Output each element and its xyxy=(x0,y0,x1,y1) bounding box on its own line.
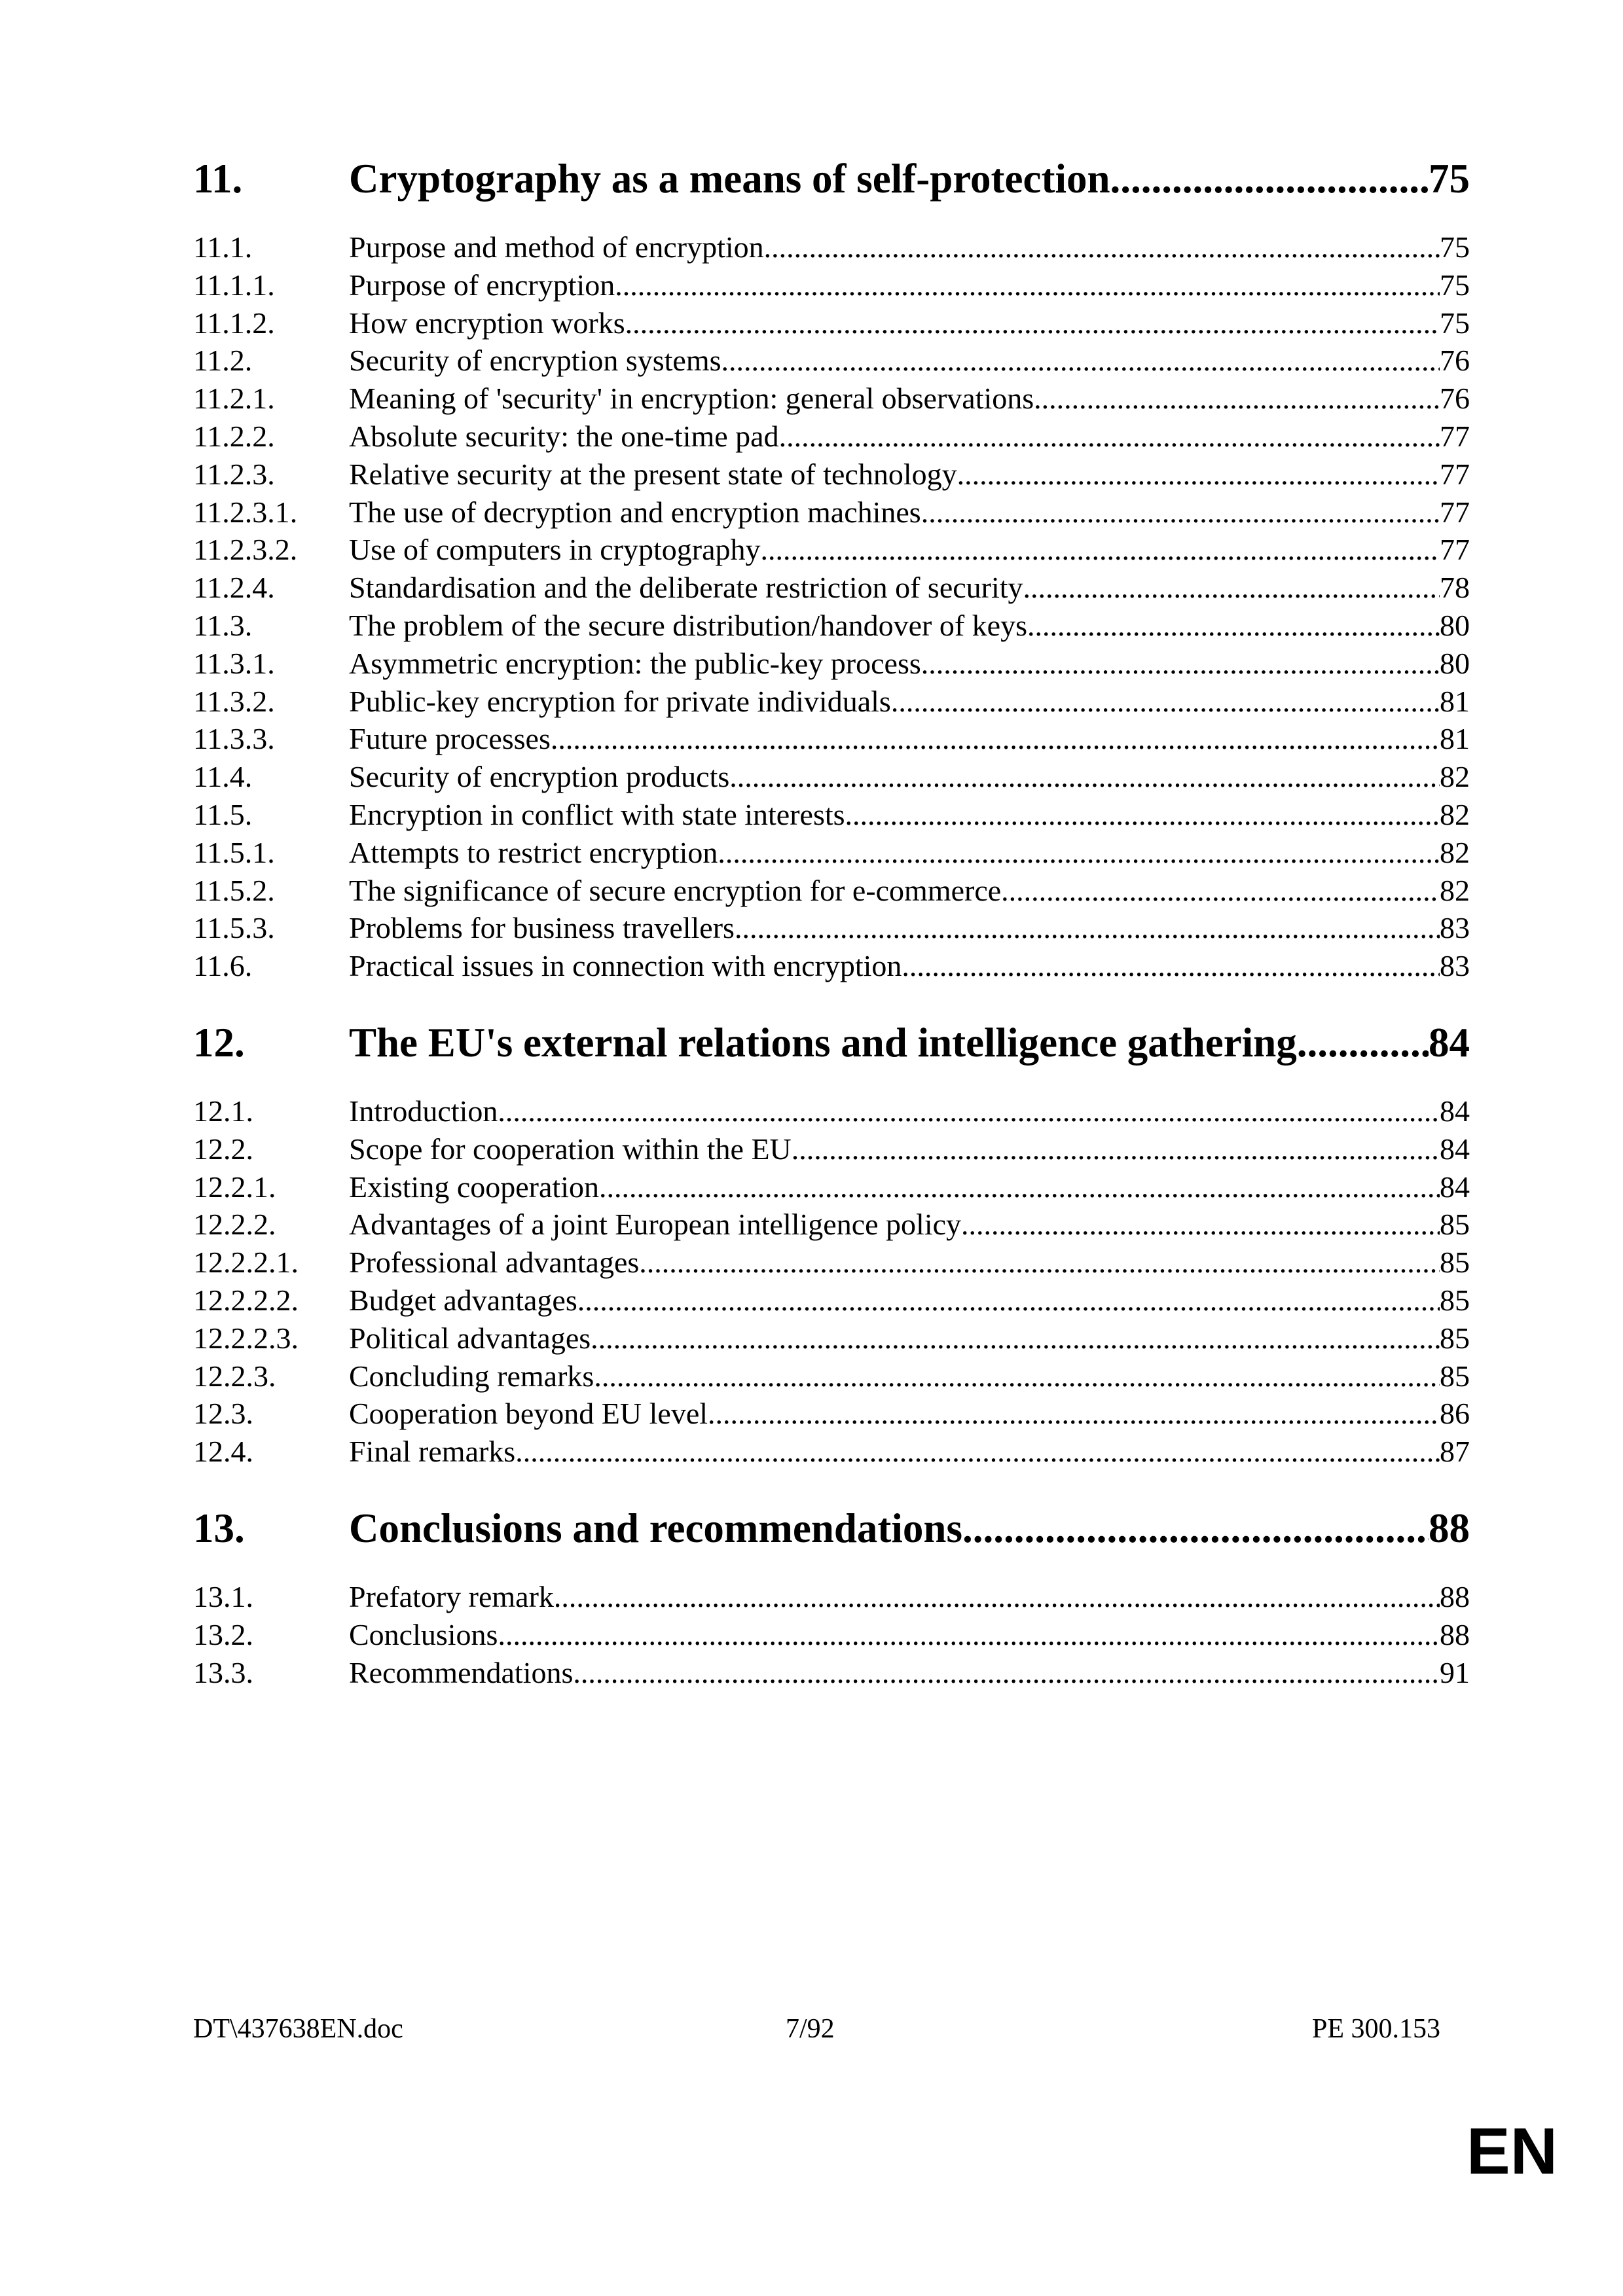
dot-leader xyxy=(779,418,1440,456)
entry-title: The problem of the secure distribution/handover of keys xyxy=(349,608,1027,642)
toc-entry[interactable] xyxy=(193,342,1470,380)
language-badge: EN xyxy=(1467,2115,1558,2188)
dot-leader xyxy=(1001,872,1440,910)
entry-page-number: 83 xyxy=(1440,949,1470,983)
entry-number: 12.3. xyxy=(193,1397,253,1431)
entry-number: 13.2. xyxy=(193,1617,253,1651)
entry-number: 11.2. xyxy=(193,344,253,378)
dot-leader xyxy=(515,1433,1440,1471)
entry-page-number: 77 xyxy=(1440,495,1470,529)
dot-leader xyxy=(708,1395,1440,1433)
toc-entries xyxy=(193,228,1470,985)
toc-entry[interactable] xyxy=(193,1654,1470,1692)
toc-entry[interactable] xyxy=(193,228,1470,266)
dot-leader xyxy=(573,1654,1440,1692)
entry-number: 12.2.2. xyxy=(193,1208,276,1242)
dot-leader xyxy=(625,304,1440,342)
dot-leader xyxy=(718,834,1440,872)
entry-title: Security of encryption products xyxy=(349,760,730,794)
entry-number: 11.5.1. xyxy=(193,835,275,869)
entry-title: Problems for business travellers xyxy=(349,911,735,945)
entry-page-number: 85 xyxy=(1440,1359,1470,1393)
toc-entry[interactable] xyxy=(193,947,1470,985)
entry-title: Existing cooperation xyxy=(349,1170,599,1204)
toc-entry[interactable] xyxy=(193,1319,1470,1357)
footer-pe-reference: PE 300.153 xyxy=(1311,2014,1440,2044)
entry-number: 11.5. xyxy=(193,797,253,831)
entry-number: 12.4. xyxy=(193,1435,253,1469)
entry-title: Use of computers in cryptography xyxy=(349,533,761,567)
entry-number: 11.3.3. xyxy=(193,722,275,756)
dot-leader xyxy=(721,342,1440,380)
toc-entry[interactable] xyxy=(193,607,1470,645)
dot-leader xyxy=(902,947,1440,985)
entry-page-number: 80 xyxy=(1440,608,1470,642)
entry-title: Political advantages xyxy=(349,1321,591,1355)
entry-page-number: 85 xyxy=(1440,1246,1470,1280)
entry-page-number: 84 xyxy=(1440,1132,1470,1166)
chapter-heading[interactable] xyxy=(193,1011,1470,1074)
entry-number: 11.3. xyxy=(193,608,253,642)
dot-leader xyxy=(615,266,1440,304)
dot-leader xyxy=(891,683,1440,721)
toc-entry[interactable] xyxy=(193,834,1470,872)
entry-number: 11.6. xyxy=(193,949,253,983)
chapter-number: 12. xyxy=(193,1019,245,1066)
entry-number: 12.2.2.2. xyxy=(193,1283,299,1317)
entry-number: 11.1.2. xyxy=(193,306,275,340)
entry-title: How encryption works xyxy=(349,306,625,340)
entry-number: 11.2.3.1. xyxy=(193,495,298,529)
entry-title: Recommendations xyxy=(349,1655,574,1689)
toc-entry[interactable] xyxy=(193,1206,1470,1244)
entry-page-number: 82 xyxy=(1440,797,1470,831)
dot-leader xyxy=(1034,380,1440,418)
entry-title: Final remarks xyxy=(349,1435,516,1469)
entry-title: The use of decryption and encryption machines xyxy=(349,495,921,529)
entry-number: 11.2.4. xyxy=(193,571,275,605)
chapter-page-number: 75 xyxy=(1429,156,1470,202)
toc-entry[interactable] xyxy=(193,1433,1470,1471)
entry-page-number: 81 xyxy=(1440,722,1470,756)
entry-title: Absolute security: the one-time pad xyxy=(349,419,779,453)
entry-title: Public-key encryption for private individuals xyxy=(349,684,891,718)
chapter-title: The EU's external relations and intelligence gathering xyxy=(349,1019,1297,1066)
entry-page-number: 80 xyxy=(1440,646,1470,680)
entry-page-number: 85 xyxy=(1440,1321,1470,1355)
chapter-page-number: 84 xyxy=(1429,1019,1470,1066)
entry-title: Meaning of 'security' in encryption: general observations xyxy=(349,382,1034,416)
chapter-heading[interactable] xyxy=(193,1497,1470,1560)
toc-chapter-12 xyxy=(193,1011,1470,1471)
entry-title: Introduction xyxy=(349,1094,498,1128)
entry-page-number: 75 xyxy=(1440,306,1470,340)
entry-page-number: 83 xyxy=(1440,911,1470,945)
entry-number: 11.4. xyxy=(193,760,253,794)
dot-leader xyxy=(1297,1011,1429,1074)
entry-title: Asymmetric encryption: the public-key process xyxy=(349,646,921,680)
toc-entry[interactable] xyxy=(193,720,1470,758)
entry-number: 11.2.1. xyxy=(193,382,275,416)
toc-entry[interactable] xyxy=(193,872,1470,910)
entry-page-number: 86 xyxy=(1440,1397,1470,1431)
entry-title: Encryption in conflict with state interests xyxy=(349,797,845,831)
entry-page-number: 78 xyxy=(1440,571,1470,605)
dot-leader xyxy=(845,796,1440,834)
entry-page-number: 85 xyxy=(1440,1283,1470,1317)
toc-entry[interactable] xyxy=(193,683,1470,721)
toc-entry[interactable] xyxy=(193,758,1470,796)
entry-number: 11.2.3. xyxy=(193,457,275,491)
entry-number: 11.3.1. xyxy=(193,646,275,680)
dot-leader xyxy=(577,1282,1440,1319)
toc-entry[interactable] xyxy=(193,1616,1470,1654)
chapter-title: Conclusions and recommendations xyxy=(349,1505,962,1551)
entry-title: Future processes xyxy=(349,722,551,756)
toc-entry[interactable] xyxy=(193,1244,1470,1282)
section-spacer xyxy=(193,1471,1470,1497)
toc-entry[interactable] xyxy=(193,909,1470,947)
entry-page-number: 85 xyxy=(1440,1208,1470,1242)
dot-leader xyxy=(764,228,1440,266)
entry-number: 11.1.1. xyxy=(193,268,275,302)
dot-leader xyxy=(594,1357,1440,1395)
entry-page-number: 87 xyxy=(1440,1435,1470,1469)
entry-number: 12.2.3. xyxy=(193,1359,276,1393)
dot-leader xyxy=(639,1244,1440,1282)
dot-leader xyxy=(1110,147,1429,210)
page-footer xyxy=(193,2009,1440,2049)
entry-title: Scope for cooperation within the EU xyxy=(349,1132,792,1166)
dot-leader xyxy=(1027,607,1440,645)
entry-page-number: 77 xyxy=(1440,419,1470,453)
toc-entry[interactable] xyxy=(193,569,1470,607)
dot-leader xyxy=(498,1092,1440,1130)
toc-entry[interactable] xyxy=(193,456,1470,493)
entry-number: 11.2.2. xyxy=(193,419,275,453)
entry-page-number: 77 xyxy=(1440,533,1470,567)
entry-number: 12.2.2.1. xyxy=(193,1246,299,1280)
toc-entry[interactable] xyxy=(193,1168,1470,1206)
section-spacer xyxy=(193,985,1470,1011)
toc-entries xyxy=(193,1092,1470,1471)
entry-number: 11.3.2. xyxy=(193,684,275,718)
dot-leader xyxy=(591,1319,1440,1357)
footer-page-indicator: 7/92 xyxy=(786,2014,835,2044)
toc-entry[interactable] xyxy=(193,1395,1470,1433)
entry-page-number: 76 xyxy=(1440,344,1470,378)
entry-number: 11.1. xyxy=(193,230,253,264)
entry-number: 13.3. xyxy=(193,1655,253,1689)
entry-number: 11.2.3.2. xyxy=(193,533,298,567)
toc-entry[interactable] xyxy=(193,645,1470,683)
dot-leader xyxy=(957,456,1440,493)
dot-leader xyxy=(599,1168,1440,1206)
footer-doc-reference: DT\437638EN.doc xyxy=(193,2014,403,2044)
entry-page-number: 88 xyxy=(1440,1617,1470,1651)
chapter-heading[interactable] xyxy=(193,147,1470,210)
toc-entry[interactable] xyxy=(193,1357,1470,1395)
entry-page-number: 81 xyxy=(1440,684,1470,718)
toc-entries xyxy=(193,1578,1470,1691)
toc-entry[interactable] xyxy=(193,1578,1470,1616)
toc-entry[interactable] xyxy=(193,266,1470,304)
entry-title: Purpose and method of encryption xyxy=(349,230,764,264)
entry-number: 12.1. xyxy=(193,1094,253,1128)
entry-page-number: 75 xyxy=(1440,230,1470,264)
entry-number: 12.2.2.3. xyxy=(193,1321,299,1355)
entry-page-number: 82 xyxy=(1440,835,1470,869)
entry-number: 11.5.2. xyxy=(193,873,275,907)
entry-page-number: 84 xyxy=(1440,1094,1470,1128)
dot-leader xyxy=(921,493,1440,531)
toc-entry[interactable] xyxy=(193,304,1470,342)
toc-entry[interactable] xyxy=(193,1282,1470,1319)
entry-title: Prefatory remark xyxy=(349,1579,554,1613)
toc-entry[interactable] xyxy=(193,418,1470,456)
toc-entry[interactable] xyxy=(193,1092,1470,1130)
entry-page-number: 84 xyxy=(1440,1170,1470,1204)
entry-title: Relative security at the present state of technology xyxy=(349,457,957,491)
dot-leader xyxy=(961,1206,1440,1244)
entry-title: Concluding remarks xyxy=(349,1359,594,1393)
entry-title: Purpose of encryption xyxy=(349,268,615,302)
table-of-contents xyxy=(193,147,1470,1691)
dot-leader xyxy=(761,531,1440,569)
chapter-number: 11. xyxy=(193,156,243,202)
dot-leader xyxy=(554,1578,1440,1616)
entry-title: Standardisation and the deliberate restriction of security xyxy=(349,571,1023,605)
entry-number: 12.2. xyxy=(193,1132,253,1166)
entry-title: Budget advantages xyxy=(349,1283,577,1317)
entry-page-number: 82 xyxy=(1440,760,1470,794)
chapter-page-number: 88 xyxy=(1429,1505,1470,1551)
entry-page-number: 91 xyxy=(1440,1655,1470,1689)
dot-leader xyxy=(1023,569,1440,607)
entry-page-number: 88 xyxy=(1440,1579,1470,1613)
entry-number: 11.5.3. xyxy=(193,911,275,945)
entry-title: Practical issues in connection with encryption xyxy=(349,949,902,983)
dot-leader xyxy=(729,758,1440,796)
entry-title: The significance of secure encryption for e-commerce xyxy=(349,873,1002,907)
dot-leader xyxy=(921,645,1440,683)
entry-title: Cooperation beyond EU level xyxy=(349,1397,708,1431)
toc-chapter-13 xyxy=(193,1497,1470,1691)
entry-page-number: 82 xyxy=(1440,873,1470,907)
entry-title: Professional advantages xyxy=(349,1246,640,1280)
dot-leader xyxy=(735,909,1440,947)
entry-title: Security of encryption systems xyxy=(349,344,721,378)
entry-number: 13.1. xyxy=(193,1579,253,1613)
entry-number: 12.2.1. xyxy=(193,1170,276,1204)
entry-page-number: 75 xyxy=(1440,268,1470,302)
chapter-number: 13. xyxy=(193,1505,245,1551)
chapter-title: Cryptography as a means of self-protection xyxy=(349,156,1110,202)
dot-leader xyxy=(792,1130,1440,1168)
entry-page-number: 77 xyxy=(1440,457,1470,491)
entry-title: Advantages of a joint European intelligence policy xyxy=(349,1208,962,1242)
toc-entry[interactable] xyxy=(193,796,1470,834)
entry-title: Attempts to restrict encryption xyxy=(349,835,718,869)
entry-page-number: 76 xyxy=(1440,382,1470,416)
dot-leader xyxy=(962,1497,1429,1560)
toc-entry[interactable] xyxy=(193,493,1470,531)
dot-leader xyxy=(551,720,1440,758)
toc-entry[interactable] xyxy=(193,531,1470,569)
toc-entry[interactable] xyxy=(193,380,1470,418)
dot-leader xyxy=(498,1616,1440,1654)
toc-chapter-11 xyxy=(193,147,1470,985)
toc-entry[interactable] xyxy=(193,1130,1470,1168)
entry-title: Conclusions xyxy=(349,1617,498,1651)
